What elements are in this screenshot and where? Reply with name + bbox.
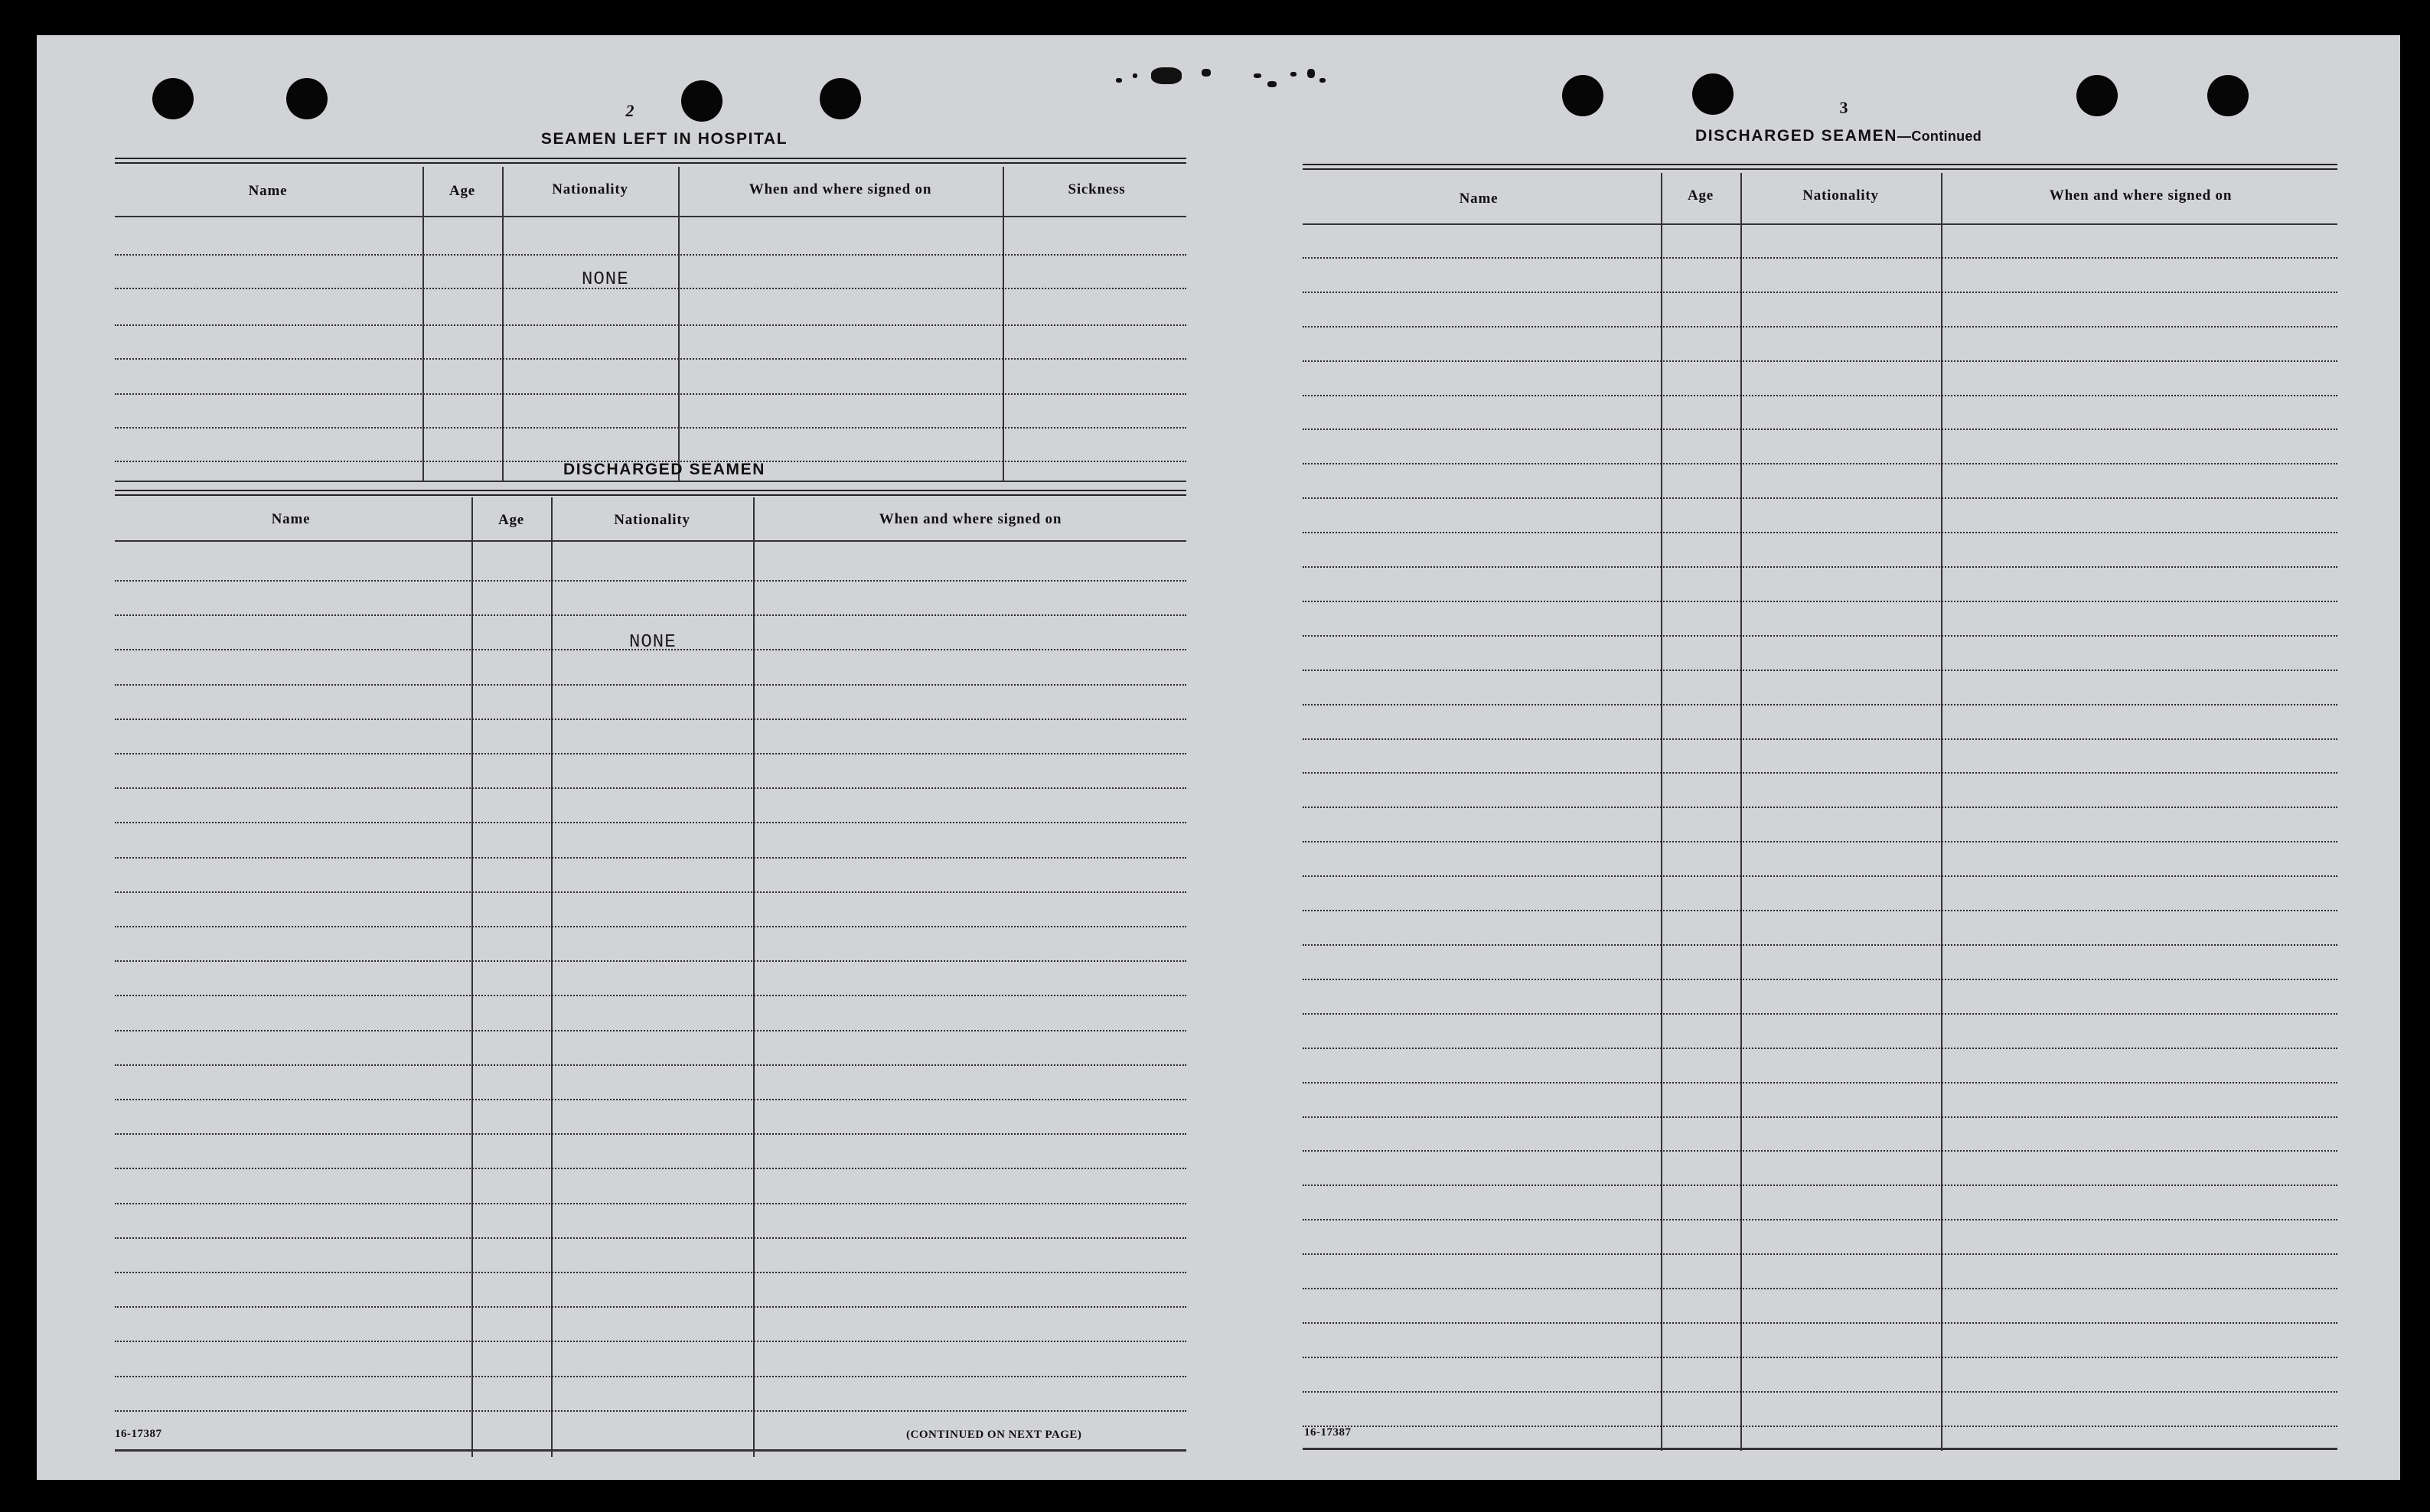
ruled-row (1303, 670, 2337, 671)
ruled-row (1303, 944, 2337, 946)
ruled-row (1303, 326, 2337, 327)
ruled-row (1303, 360, 2337, 362)
col-header-signed-on: When and where signed on (879, 511, 1062, 527)
col-header-signed-on: When and where signed on (2049, 187, 2233, 204)
document-sheet (37, 35, 2400, 1480)
ruled-row (1303, 292, 2337, 293)
hospital-none-entry: NONE (582, 269, 629, 290)
ruled-row (1303, 1357, 2337, 1358)
ruled-row (115, 358, 1186, 360)
ruled-row (1303, 1013, 2337, 1015)
col-header-signed-on: When and where signed on (749, 181, 932, 197)
divider (115, 158, 1186, 159)
continued-section-title (1563, 127, 2114, 145)
ruled-row (115, 649, 1186, 650)
hospital-section-title: SEAMEN LEFT IN HOSPITAL (540, 130, 788, 148)
form-number: 16-17387 (115, 1428, 162, 1440)
column-rule (1661, 173, 1662, 1451)
ruled-row (1303, 1253, 2337, 1255)
col-header-nationality: Nationality (552, 181, 628, 197)
column-rule (551, 497, 553, 1457)
page-number: 2 (625, 101, 634, 120)
ruled-row (1303, 1082, 2337, 1083)
ruled-row (115, 288, 1186, 289)
divider (1303, 164, 2337, 165)
discharged-none-entry: NONE (629, 632, 677, 653)
ruled-row (1303, 429, 2337, 430)
ruled-row (1303, 738, 2337, 740)
section-rule (115, 481, 1186, 482)
col-header-name: Name (271, 511, 311, 527)
ruled-row (115, 822, 1186, 823)
ruled-row (115, 1410, 1186, 1412)
column-rule (422, 167, 424, 481)
header-rule (115, 540, 1186, 542)
ruled-row (115, 1133, 1186, 1135)
bottom-rule (115, 1449, 1186, 1452)
ruled-row (115, 1306, 1186, 1308)
ruled-row (115, 960, 1186, 962)
title-main: DISCHARGED SEAMEN (1694, 127, 1898, 145)
ruled-row (1303, 1426, 2337, 1427)
divider (115, 490, 1186, 491)
ruled-row (1303, 566, 2337, 568)
ruled-row (115, 1168, 1186, 1169)
ruled-row (1303, 532, 2337, 533)
ruled-row (1303, 910, 2337, 911)
ruled-row (1303, 1185, 2337, 1186)
ruled-row (1303, 1288, 2337, 1289)
form-number: 16-17387 (1304, 1426, 1352, 1439)
ruled-row (1303, 601, 2337, 602)
ruled-row (115, 580, 1186, 582)
column-rule (1740, 173, 1742, 1451)
ruled-row (115, 891, 1186, 893)
ruled-row (115, 1064, 1186, 1066)
col-header-age: Age (448, 183, 476, 199)
column-rule (678, 167, 680, 481)
ruled-row (1303, 1322, 2337, 1324)
ruled-row (1303, 1219, 2337, 1220)
ruled-row (1303, 772, 2337, 774)
bottom-rule (1303, 1448, 2337, 1450)
ruled-row (115, 787, 1186, 789)
ruled-row (1303, 979, 2337, 980)
ruled-row (115, 719, 1186, 720)
column-rule (471, 497, 473, 1457)
header-rule (115, 216, 1186, 217)
column-rule (1003, 167, 1004, 481)
ruled-row (115, 1341, 1186, 1342)
ruled-row (1303, 463, 2337, 464)
ruled-row (115, 926, 1186, 927)
ruled-row (115, 857, 1186, 859)
ruled-row (115, 427, 1186, 429)
ruled-row (1303, 1048, 2337, 1049)
ruled-row (115, 254, 1186, 256)
ruled-row (1303, 257, 2337, 259)
column-rule (502, 167, 504, 481)
ruled-row (115, 1272, 1186, 1273)
ruled-row (1303, 841, 2337, 842)
ruled-row (115, 753, 1186, 754)
title-suffix: —Continued (1897, 129, 1982, 144)
ruled-row (115, 684, 1186, 686)
col-header-age: Age (1687, 187, 1714, 204)
ruled-row (115, 324, 1186, 326)
ruled-row (1303, 704, 2337, 705)
ruled-row (115, 393, 1186, 395)
col-header-nationality: Nationality (1802, 187, 1879, 204)
column-rule (1941, 173, 1942, 1451)
col-header-sickness: Sickness (1068, 181, 1126, 197)
right-page (1218, 35, 2400, 1480)
ruled-row (1303, 1116, 2337, 1118)
header-rule (1303, 223, 2337, 225)
left-page (37, 35, 1218, 1480)
ruled-row (115, 1203, 1186, 1204)
ruled-row (1303, 497, 2337, 499)
ruled-row (115, 1099, 1186, 1100)
ruled-row (115, 614, 1186, 616)
col-header-nationality: Nationality (614, 512, 690, 528)
ruled-row (1303, 1391, 2337, 1393)
discharged-section-title: DISCHARGED SEAMEN (563, 461, 766, 478)
col-header-name: Name (248, 183, 288, 199)
ruled-row (115, 1376, 1186, 1377)
page-number: 3 (1839, 98, 1848, 117)
ruled-row (115, 995, 1186, 996)
ruled-row (115, 1237, 1186, 1239)
ruled-row (1303, 395, 2337, 396)
column-rule (753, 497, 755, 1457)
ruled-row (1303, 635, 2337, 637)
continued-note: (CONTINUED ON NEXT PAGE) (906, 1429, 1082, 1441)
ruled-row (1303, 807, 2337, 808)
ruled-row (1303, 875, 2337, 877)
ruled-row (115, 1030, 1186, 1031)
col-header-name: Name (1459, 191, 1499, 207)
ruled-row (1303, 1150, 2337, 1152)
col-header-age: Age (497, 512, 525, 528)
